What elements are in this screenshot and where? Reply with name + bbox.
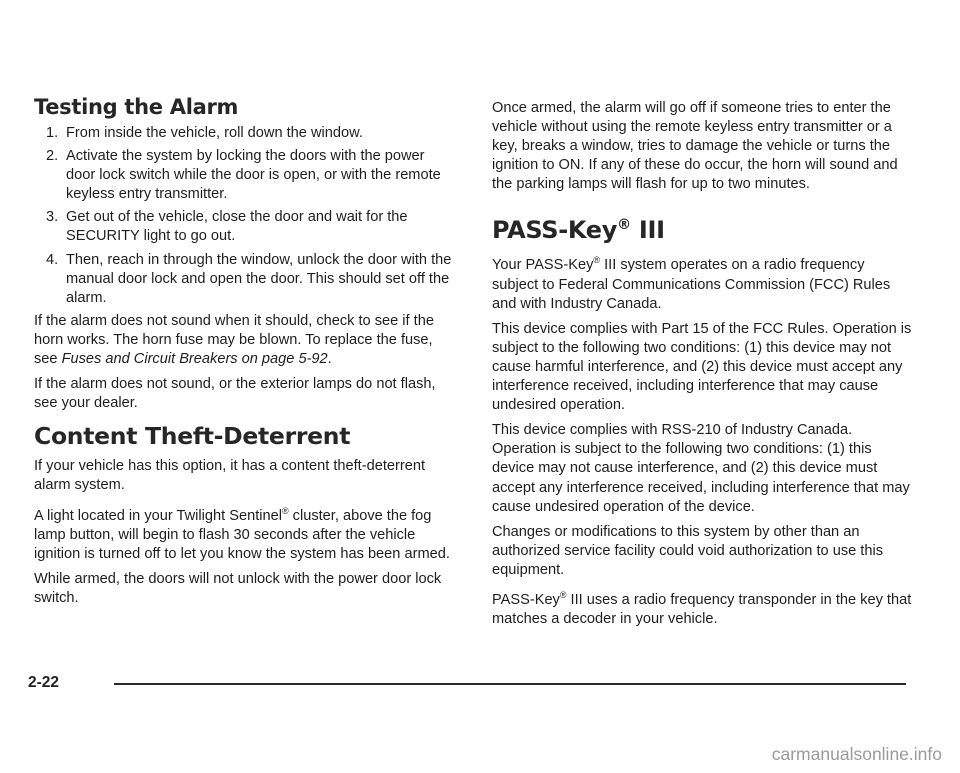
site-watermark: carmanualsonline.info [771, 744, 942, 764]
list-item: 1. From inside the vehicle, roll down the window. [46, 125, 363, 141]
transponder-paragraph: PASS-Key® III uses a radio frequency transponder in the key that matches a decoder in your vehicle. [492, 589, 912, 628]
testing-alarm-heading: Testing the Alarm [34, 95, 239, 119]
modifications-paragraph: Changes or modifications to this system by other than an authorized service facility could void authorization to use this equipment. [492, 523, 883, 578]
list-item: 2. Activate the system by locking the doors with the power door lock switch while the door is open, or with the remote keyless entry transmitter. [46, 148, 441, 203]
horn-fuse-paragraph: If the alarm does not sound when it should, check to see if the horn works. The horn fuse may be blown. To replace the fuse, see Fuses and Circuit Breakers on page 5-92. [34, 312, 434, 368]
twilight-light-paragraph: A light located in your Twilight Sentinel® cluster, above the fog lamp button, will begin to flash 30 seconds after the vehicle ignition is turned off to let you know the system has been armed. [34, 505, 450, 562]
fuses-page-reference: Fuses and Circuit Breakers on page 5-92 [61, 351, 328, 368]
once-armed-paragraph: Once armed, the alarm will go off if someone tries to enter the vehicle without using the remote keyless entry transmitter or a key, breaks a window, tries to damage the vehicle or turns the ignition to ON. If any of these do occur, the horn will sound and the parking lamps will flash for up to two minutes. [492, 100, 898, 193]
content-theft-heading: Content Theft-Deterrent [34, 422, 351, 451]
page-number: 2-22 [28, 674, 60, 691]
fcc-compliance-paragraph: This device complies with Part 15 of the FCC Rules. Operation is subject to the following two conditions: (1) this device may not cause harmful interference, and (2) this device must accept any interference received, including interference that may cause undesired operation. [492, 320, 912, 414]
rss-compliance-paragraph: This device complies with RSS-210 of Industry Canada. Operation is subject to the following two conditions: (1) this device may not cause interference, and (2) this device must accept any interference received, including interference that may cause undesired operation of the device. [492, 422, 910, 515]
list-item: 3. Get out of the vehicle, close the door and wait for the SECURITY light to go out. [46, 209, 408, 245]
pass-key-heading: PASS-Key® III [492, 216, 665, 245]
see-dealer-paragraph: If the alarm does not sound, or the exterior lamps do not flash, see your dealer. [34, 376, 436, 412]
left-column [34, 94, 456, 614]
radio-frequency-paragraph: Your PASS-Key® III system operates on a radio frequency subject to Federal Communications Commission (FCC) Rules and with Industry Canada. [492, 255, 891, 312]
armed-doors-paragraph: While armed, the doors will not unlock with the power door lock switch. [34, 570, 442, 606]
right-column [492, 99, 912, 635]
list-item: 4. Then, reach in through the window, unlock the door with the manual door lock and open the door. This should set off the alarm. [46, 251, 452, 306]
footer-divider [114, 683, 906, 685]
option-paragraph: If your vehicle has this option, it has a content theft-deterrent alarm system. [34, 458, 426, 494]
testing-steps-list [34, 124, 456, 308]
